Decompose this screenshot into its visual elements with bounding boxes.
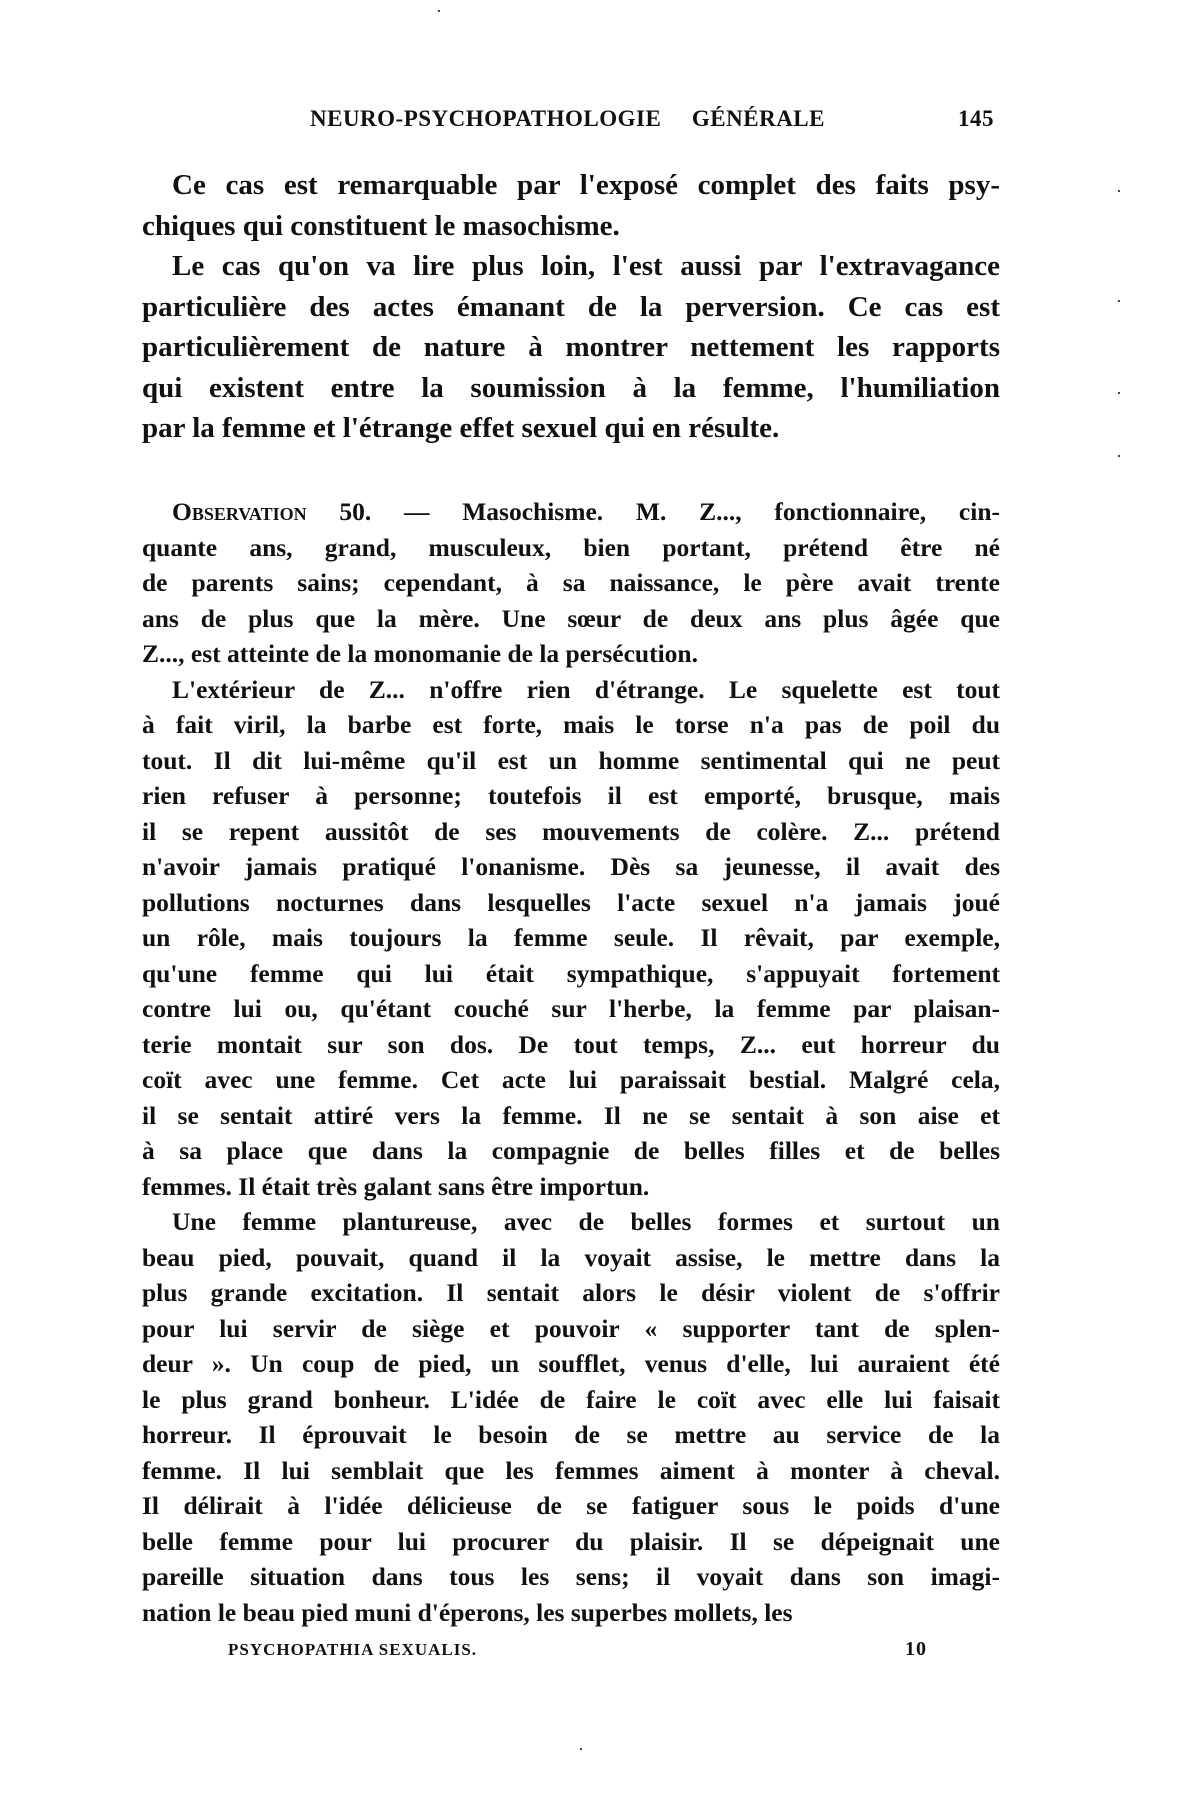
text-line: terie montait sur son dos. De tout temps, Z... eut horreur du [142, 1029, 1000, 1059]
text-line: horreur. Il éprouvait le besoin de se mettre au service de la [142, 1420, 1000, 1449]
text-line: deur ». Un coup de pied, un soufflet, venus d'elle, lui auraient été [142, 1349, 1000, 1378]
text-line: pareille situation dans tous les sens; il voyait dans son imagi- [142, 1562, 1000, 1591]
intro-text [142, 165, 1000, 449]
text-line: Z..., est atteinte de la monomanie de la persécution. [142, 639, 698, 668]
text-line: coït avec une femme. Cet acte lui paraissait bestial. Malgré cela, [142, 1065, 1000, 1094]
paragraph [142, 165, 1000, 246]
text-line: tout. Il dit lui-même qu'il est un homme sentimental qui ne peut [142, 745, 1000, 775]
scan-speck [438, 10, 440, 12]
text-line: de parents sains; cependant, à sa naissance, le père avait trente [142, 568, 1000, 597]
paragraph [142, 246, 1000, 449]
text-line: L'extérieur de Z... n'offre rien d'étrange. Le squelette est tout [172, 674, 1000, 704]
text-line: Le cas qu'on va lire plus loin, l'est aussi par l'extravagance [172, 250, 1000, 282]
text-line: à sa place que dans la compagnie de belles filles et de belles [142, 1136, 1000, 1165]
text-line: particulière des actes émanant de la perversion. Ce cas est [142, 290, 1000, 323]
text-line: contre lui ou, qu'étant couché sur l'herbe, la femme par plaisan- [142, 994, 1000, 1023]
running-header-title: NEURO-PSYCHOPATHOLOGIE GÉNÉRALE [310, 106, 825, 131]
text-line: par la femme et l'étrange effet sexuel qui en résulte. [142, 412, 780, 444]
text-line: plus grande excitation. Il sentait alors le désir violent de s'offrir [142, 1278, 1000, 1307]
text-line: qu'une femme qui lui était sympathique, s'appuyait fortement [142, 958, 1000, 988]
text-line: quante ans, grand, musculeux, bien portant, prétend être né [142, 532, 1000, 562]
text-line: belle femme pour lui procurer du plaisir. Il se dépeignait une [142, 1526, 1000, 1556]
text-line: n'avoir jamais pratiqué l'onanisme. Dès sa jeunesse, il avait des [142, 852, 1000, 881]
scan-speck [1118, 455, 1120, 457]
text-line: pollutions nocturnes dans lesquelles l'acte sexuel n'a jamais joué [142, 887, 1000, 917]
observation-label: Observation 50. [172, 497, 372, 526]
text-line: qui existent entre la soumission à la femme, l'humiliation [142, 371, 1000, 404]
scan-speck [1118, 190, 1120, 192]
scan-speck [1118, 392, 1120, 394]
text-line: un rôle, mais toujours la femme seule. Il rêvait, par exemple, [142, 923, 1000, 952]
text-line: le plus grand bonheur. L'idée de faire le coït avec elle lui faisait [142, 1384, 1000, 1414]
text-line: beau pied, pouvait, quand il la voyait assise, le mettre dans la [142, 1242, 1000, 1272]
text-line: femmes. Il était très galant sans être importun. [142, 1171, 650, 1201]
text-line [142, 494, 1000, 530]
text-line: il se sentait attiré vers la femme. Il ne se sentait à son aise et [142, 1100, 1000, 1130]
text-line: pour lui servir de siège et pouvoir « supporter tant de splen- [142, 1313, 1000, 1343]
text-line: ans de plus que la mère. Une sœur de deux ans plus âgée que [142, 603, 1000, 633]
observation-50-text [142, 494, 1000, 1630]
page-number: 145 [958, 106, 994, 131]
text-line: chiques qui constituent le masochisme. [142, 209, 620, 242]
text-line: nation le beau pied muni d'éperons, les superbes mollets, les [142, 1597, 793, 1627]
text-line: il se repent aussitôt de ses mouvements de colère. Z... prétend [142, 816, 1000, 846]
text-line: Il délirait à l'idée délicieuse de se fatiguer sous le poids d'une [142, 1491, 1000, 1520]
paragraph [142, 494, 1000, 672]
footer-sheet-number: 10 [905, 1638, 927, 1660]
text-line: Une femme plantureuse, avec de belles formes et surtout un [172, 1207, 1000, 1236]
paragraph [142, 672, 1000, 1205]
text-line: rien refuser à personne; toutefois il est emporté, brusque, mais [142, 781, 1000, 810]
text-line: particulièrement de nature à montrer nettement les rapports [142, 331, 1000, 363]
footer-signature: PSYCHOPATHIA SEXUALIS. [228, 1640, 478, 1659]
observation-heading-text: — Masochisme. M. Z..., fonctionnaire, cin- [371, 497, 1001, 526]
text-line: femme. Il lui semblait que les femmes aiment à monter à cheval. [142, 1455, 1000, 1485]
paragraph [142, 1204, 1000, 1630]
scan-speck [1118, 300, 1120, 302]
scan-speck [580, 1748, 582, 1750]
text-line: Ce cas est remarquable par l'exposé complet des faits psy- [172, 169, 1000, 201]
text-line: à fait viril, la barbe est forte, mais le torse n'a pas de poil du [142, 710, 1000, 739]
